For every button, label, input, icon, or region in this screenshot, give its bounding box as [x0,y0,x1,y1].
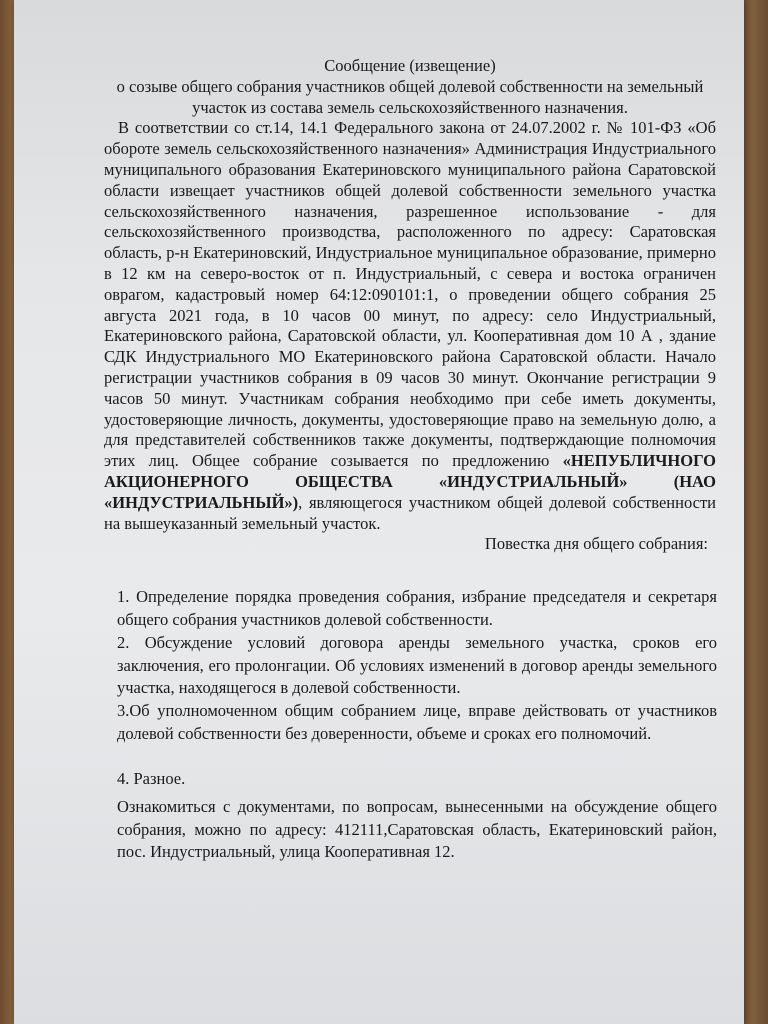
notice-header [104,56,716,555]
initiator-name: «НЕПУБЛИЧНОГО АКЦИОНЕРНОГО ОБЩЕСТВА «ИНДУСТРИАЛЬНЫЙ» (НАО «ИНДУСТРИАЛЬНЫЙ») [104,451,716,512]
paper-sheet [14,0,744,1024]
notice-body-main: В соответствии со ст.14, 14.1 Федерального закона от 24.07.2002 г. № 101-ФЗ «Об обороте земель сельскохозяйственного назначения» Администрация Индустриального муниципального образования Екатериновского муниципального района Саратовской области извещает участников общей долевой собственности земельного участка сельскохозяйственного назначения, разрешенное использование - для сельскохозяйственного производства, расположенного по адресу: Саратовская область, р-н Екатериновский, Индустриальное муниципальное образование, примерно в 12 км на северо-восток от п. Индустриальный, с севера и востока ограничен оврагом, кадастровый номер 64:12:090101:1, о проведении общего собрания 25 августа 2021 года, в 10 часов 00 минут, по адресу: село Индустриальный, Екатериновского района, Саратовской области, ул. Кооперативная дом 10 А , здание СДК Индустриального МО Екатериновского района Саратовской области. Начало регистрации участников собрания в 09 часов 30 минут. Окончание регистрации 9 часов 50 минут. Участникам собрания необходимо при себе иметь документы, удостоверяющие личность, документы, удостоверяющие право на земельную долю, а для представителей собственников также документы, подтверждающие полномочия этих лиц. Общее собрание созывается по предложению [104,118,716,471]
notice-body [104,118,716,534]
agenda-item: 1. Определение порядка проведения собрания, избрание председателя и секретаря общего собрания участников долевой собственности. [117,587,717,629]
notice-body-tail: , являющегося участником общей долевой собственности на вышеуказанный земельный участок. [104,492,716,533]
agenda-item: 4. Разное. [117,769,186,788]
agenda-item: 2. Обсуждение условий договора аренды земельного участка, сроков его заключения, его пролонгации. Об условиях изменений в договор аренды земельного участка, находящегося в долевой собственности. [117,633,717,697]
agenda-item: 3.Об уполномоченном общим собранием лице, вправе действовать от участников долевой собственности без доверенности, объеме и сроках его полномочий. [117,701,717,743]
closing-paragraph: Ознакомиться с документами, по вопросам, вынесенными на обсуждение общего собрания, можно по адресу: 412111,Саратовская область, Екатериновский район, пос. Индустриальный, улица Кооперативная 12. [117,797,717,861]
notice-subtitle: о созыве общего собрания участников общей долевой собственности на земельный участок из состава земель сельскохозяйственного назначения. [116,76,704,117]
agenda-title: Повестка дня общего собрания: [484,534,708,554]
notice-title: Сообщение (извещение) [324,56,496,75]
